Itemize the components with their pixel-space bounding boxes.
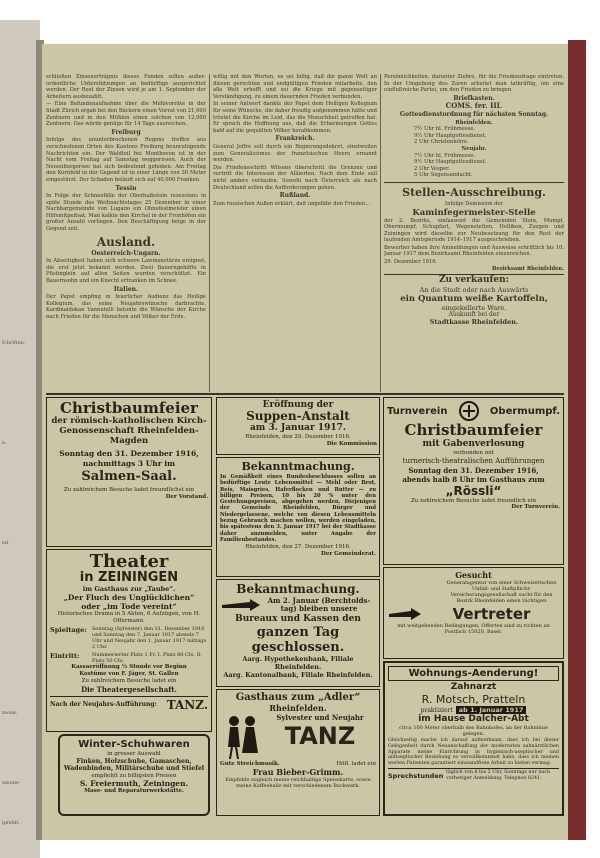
ad-row: [388, 768, 559, 782]
ad-sprech: Sprechstunden: [388, 771, 444, 780]
stellen-title: Kaminfegermeister-Stelle: [412, 207, 536, 218]
ad-date: am 3. Januar 1917.: [249, 423, 347, 433]
article-text: Infolge des ununterbrochenen Regens treffen aus verschiedenen Orten des Kantons Freiburg beunruhigende Nachrichten ein. Der Waldteil bei Montbovon ist in der Nacht vom Freitag auf Samstag weggerissen. Auch der Neuenburgersee hat sich bedeutend gehoben. Am Freitag den Kornfeld in der Gegend ist in einer Länge von 30 Meter eingestürzt. Der Schaden beläuft sich auf 40,000 Franken.: [46, 137, 206, 183]
ad-row: [387, 605, 560, 623]
ad-line: Bureaux und Kassen den: [235, 614, 361, 624]
article-text: In Folge der Schneefälle der Oberhalbstein rezessions in späte Stunde des Weihnachtstages 25 Dezember in einer Nachbargemeinde von Lugano ein Ohnefestmeister einen Hilfsmitpeitsat. Man kalkte den Kirchel in der Fronhöfen ein großer Anzahl vorliegen. Den Beschäftigung beige in der Gegend zeit.: [46, 193, 206, 233]
article-text: Der Papst empfing in feierlicher Audienz das Heilige Kollegium, das seine Neujahrswünsche darbrachte. Kardinaldekan Vannutelli betonte die Wünsche der Kirche nach Frieden für die Menschen und Völker der Erde.: [46, 294, 206, 320]
stellen-text: der 2. Bezirks, umfassend die Gemeinden Stein, Mumpf, Obermumpf, Schupfart, Wegenstetten, Hellikon, Zuzgen und Zeiningen wird dieselbe zur Neubesetzung für den Rest der laufenden Amtsperiode 1914–1917 ausgeschrieben.: [384, 217, 564, 244]
article-text: In Abseitigkeit haben sich schwere Lawinenstürze ereignet, die erst jetzt bekannt werden. Zwei Bauerngehöfte in Pfistinglein auf allen Seiten wurden verschüttet. Ein Bauernsohn und ein Knecht ertranken im Schnee.: [46, 258, 206, 285]
ad-play: oder „im Tode vereint“: [81, 602, 177, 611]
ad-text: mit weitgehenden Bedingungen. Offerten sind zu richten an Postfach 15020, Basel.: [397, 623, 550, 635]
stellen-date: 29. Dezember 1916.: [384, 259, 438, 266]
ad-line: Am 2. Januar (Berchtolds-tag) bleiben unsere: [267, 596, 371, 613]
ad-name2: Mass- und Reparaturwerkstätte.: [84, 788, 184, 795]
verkauf-line: Stadtkasse Rheinfelden.: [429, 317, 519, 326]
ad-label: Nach der Neujahrs-Aufführung:: [50, 701, 157, 709]
pointing-hand-icon: [387, 606, 423, 622]
section-heading: Frankreich.: [275, 135, 315, 143]
dancing-couple-icon: [220, 713, 264, 761]
ad-title: der römisch-katholischen Kirch-: [51, 416, 207, 426]
newspaper-page: [42, 44, 568, 840]
stellen-heading: Stellen-Ausschreibung.: [402, 185, 546, 199]
ad-rec: Empfehle zugleich meine reichhaltige Speisekarte, sowie meine Kaffeehalle mit verschiedenem Backwerk.: [225, 777, 371, 789]
ad-house: im Hause Dalcher-Abt: [418, 714, 529, 724]
ad-loc: Rheinfelden, den 27. Dezember 1916.: [245, 544, 351, 551]
ad-loc: Rheinfelden, den 29. Dezember 1916.: [245, 434, 351, 440]
coms-line: COMS. fer. III.: [445, 101, 503, 111]
section-heading: Oesterreich-Ungarn.: [91, 249, 161, 257]
emblem-icon: [456, 400, 482, 422]
ad-title: Bekanntmachung.: [241, 460, 355, 473]
ad-text: Kassaeröffnung ½ Stunde vor Beginn: [71, 664, 187, 671]
ad-sprech-text: täglich von 8 bis 5 Uhr, Sonntags nur nach vorheriger Anmeldung. Telephon 8241.: [446, 769, 551, 781]
ad-sub: im Gasthaus zur „Taube“.: [82, 585, 176, 593]
ad-heading: Gesucht: [455, 570, 492, 580]
section-heading: Italien.: [113, 285, 139, 293]
left-page-snip: amone: [2, 780, 19, 786]
ad-name: Frau Bieber-Grimm.: [252, 767, 344, 777]
ad-title: Christbaumfeier: [60, 399, 198, 417]
ad-invite: Zu zahlreichem Besuche ladet freundlichst ein: [63, 487, 195, 493]
pointing-hand-icon: [220, 596, 262, 614]
ad-tanz-row: [50, 696, 208, 712]
ad-sub: Zahnarzt: [450, 682, 497, 692]
ad-row: [220, 596, 376, 614]
ad-text: In Gemäßheit eines Bundesbeschlusses sollen an bedürftige Leute Lebensmittel — Mehl oder Brot, Reis, Maisgries, Haferflocken und Butter — zu billigen Preisen, 10 bis 20 % unter den Gestehungspreisen, abgegeben werden. Diejenigen der Gemeinde Rheinfelden, Bürger und Niedergelassene, welche von diesen Lebensmitteln bezug Gebrauch machen wollen, werden eingeladen, bis spätestens den 3. Januar 1917 bei der Stadtkasse daher anzumelden, unter Angabe der Familienbestandes.: [220, 474, 376, 543]
ad-title: Vertreter: [452, 605, 531, 623]
left-page-edge: [0, 20, 40, 858]
ad-date: Sonntag den 31. Dezember 1916,: [408, 465, 539, 475]
ad-days: Sylvester und Neujahr: [276, 713, 364, 722]
ad-time: abends halb 8 Uhr im Gasthaus zum: [402, 474, 545, 484]
section-heading: Freiburg: [111, 128, 141, 136]
article-text: In seiner Antwort dankte der Papst dem Heiligen Kollegium für seine Wünsche, die daher freudig aufgenommen hätte und tröstet die Kirche im Leid, das die Menschheit getroffen hat. Er sprach die Hoffnung aus, daß die Erbarmungen Gottes bald auf die gequälten Völker herabkommen.: [213, 101, 377, 134]
ad-bekanntmachung-1: [216, 457, 380, 577]
ad-suppen-anstalt: [216, 397, 380, 455]
left-page-snip: fchriften.: [2, 340, 26, 346]
ad-sign: Der Turnverein.: [511, 504, 560, 511]
ad-title: Theater: [89, 551, 169, 572]
ad-invite: Zu zahlreichem Besuche ladet ein: [81, 678, 177, 685]
verkauf-line: Auskunft bei der: [448, 311, 500, 319]
ad-conn: verbunden mit: [453, 450, 494, 456]
ad-christbaumfeier-kirch: [46, 397, 212, 547]
ad-invite: Höfl. ladet ein: [336, 761, 376, 767]
ad-pre: praktiziert: [420, 706, 453, 714]
ad-label: Eintritt:: [50, 652, 80, 661]
ad-title: Eröffnung der: [262, 400, 334, 410]
ad-title: Bekanntmachung.: [236, 582, 360, 596]
service-item: 7½ Uhr hl. Frühmesse.: [414, 126, 475, 133]
ad-line: Aarg. Hypothekenbank, Filiale Rheinfelden.: [242, 655, 354, 671]
ad-title: Genossenschaft Rheinfelden-: [59, 426, 199, 436]
stellen-sub: Infolge Demission der: [445, 200, 503, 207]
service-item: 7½ Uhr hl. Frühmesse.: [414, 152, 475, 159]
ad-title: Christbaumfeier: [404, 421, 543, 439]
service-item: 2 Uhr Vesper.: [414, 165, 450, 172]
ad-label: Spieltage:: [50, 626, 87, 635]
ad-invite: Zu zahlreichem Besuche ladet freundlich ein: [410, 497, 537, 504]
ad-header: [387, 400, 560, 422]
service-item: 5 Uhr Segensandacht.: [414, 172, 473, 179]
ad-loc: circa 100 Meter oberhalb des Bahnhofes, an der Bahnlinie gelegen.: [399, 725, 548, 737]
ad-theater: [46, 549, 212, 732]
ad-place: „Rössli“: [445, 483, 502, 498]
book-spine: [568, 40, 588, 840]
ads-divider: [46, 393, 564, 395]
service-item: 9½ Uhr Hauptgottesdienst.: [414, 132, 487, 139]
stellen-text: Bewerber haben ihre Anmeldungen und Ausweise schriftlich bis 10. Januar 1917 dem Bezirksamt Rheinfelden einzureichen.: [384, 244, 564, 258]
ad-gasthaus-adler: [216, 689, 380, 816]
ad-bekanntmachung-2: [216, 579, 380, 687]
column-rule: [380, 74, 381, 392]
ad-row: [50, 652, 208, 664]
ad-text: Generalagentur von einer Schweizerischen Unfall- und Haftpflicht-Versicherungsgesellschaft sucht für den Bezirk Rheinfelden einen tüchtigen: [446, 580, 557, 604]
ad-line: ganzen Tag geschlossen.: [251, 625, 345, 655]
section-heading: Neujahr.: [461, 145, 487, 152]
ad-tanz: TANZ.: [166, 697, 208, 712]
ad-music: Gute Streichmusik.: [220, 761, 280, 767]
ausland-heading: Ausland.: [96, 234, 156, 249]
ad-sign: Der Vorstand.: [165, 493, 208, 500]
ad-loc: Rheinfelden.: [269, 703, 327, 713]
ad-winter-schuhwaren: [58, 734, 210, 816]
service-item: 2 Uhr Christenlehre.: [414, 139, 469, 146]
ad-title: Winter-Schuhwaren: [78, 739, 190, 750]
ad-row: [50, 626, 208, 650]
ad-left: Turnverein: [387, 405, 448, 417]
ad-row: [388, 706, 559, 714]
section-heading: Rheinfelden.: [455, 119, 493, 126]
ad-sign: Die Theatergesellschaft.: [81, 684, 177, 694]
book-edge: [586, 40, 600, 840]
ad-right: Obermumpf.: [489, 405, 560, 417]
ad-title: Gasthaus zum „Adler“: [235, 692, 361, 703]
ad-text: Kostüme von F. Jäger, St. Gallen: [79, 671, 179, 678]
ad-sub: in grosser Auswahl: [107, 751, 161, 757]
verkauf-heading: Zu verkaufen:: [438, 275, 510, 286]
ad-sign: Die Kommission: [326, 440, 377, 447]
ad-tanz: TANZ: [284, 722, 356, 750]
section-heading: Tessin: [115, 184, 137, 192]
article-text: General Joffre soll durch ein Regierungsdekret, einstweilen zum Generalissimus der französischen Heere ernannt werden.: [213, 143, 377, 164]
ad-play: „Der Fluch des Unglücklichen“: [63, 593, 195, 602]
column-2: [213, 74, 377, 392]
ad-row: [220, 713, 376, 761]
ad-turnverein: [383, 397, 564, 565]
service-list: [384, 153, 564, 179]
column-1: [46, 74, 206, 392]
ad-time: nachmittags 3 Uhr im: [82, 459, 176, 468]
article-text: Die Friedensschritt Wilsons überschritt die Grenzen und vertritt die Interessen der Alliierten. Nach dem Ende soll nicht anders verlaufen. Sowohl nach Österreich als nach Deutschland sollen die Aufforderungen gehen.: [213, 164, 377, 191]
article-text: Persönlichkeiten, darunter Ziebro, für die Friedensfrage eintreten. In der Umgebung des Zaren arbeitet man tatkräftig, um eine einflußreiche Partei, um den Frieden zu bringen.: [384, 74, 564, 94]
section-heading: Rußland.: [279, 192, 311, 200]
ad-vertreter: [383, 567, 564, 659]
article-text: Zum russischen Außen erklärt, daß ungefähr den Frieden...: [213, 200, 371, 207]
ad-title: Magden: [109, 436, 149, 446]
ad-play-desc: Historisches Drama in 5 Akten, 6 Aufzügen, von H. Offermann.: [57, 611, 201, 624]
ad-zahnarzt: [383, 661, 564, 816]
ad-col: [264, 713, 376, 761]
ad-sign: Der Gemeinderat.: [321, 550, 376, 557]
ad-title: Wohnungs-Aenderung!: [388, 666, 559, 681]
ad-title: Suppen-Anstalt: [246, 409, 350, 423]
verkauf-line: eingekellerte Ware.: [441, 304, 507, 313]
ad-text: Nummerierter Platz 1 Fr. I. Platz 80 Cts. II. Platz 50 Cts.: [92, 652, 203, 665]
service-list: [384, 126, 564, 146]
section-heading: Gottesdienstordnung für nächsten Sonntag.: [399, 110, 549, 118]
ad-text: Sonntag (Sylvester) den 31. Dezember 1916 und Sonntag den 7. Januar 1917 abends 7 Uhr und Neujahr den 1. Januar 1917 mittags 2 Uhr.: [92, 626, 207, 651]
ad-date: ab 1. Januar 1917: [456, 706, 527, 714]
ad-text: Gleichzeitig mache ich darauf aufmerksam, dass ich bei dieser Gelegenheit durch Neuanschaffung der modernsten zahnärztlichen Apparate meine Einrichtung in hygienisch-aseptischer und antiseptischer Beziehung so vervollkommnet habe, dass ich meinen werten Patienten garantiert einwandfreie Arbeit zu bieten vermag.: [388, 738, 559, 767]
separator: [384, 182, 564, 183]
column-3: [384, 74, 564, 392]
ad-sub: mit Gabenverlosung: [422, 439, 525, 449]
left-page-snip: ed: [2, 540, 9, 546]
ad-date: Sonntag den 31. Dezember 1916,: [59, 449, 199, 458]
verkauf-line: ein Quantum weiße Kartoffeln,: [400, 294, 548, 305]
article-text: willig mit den Worten, es sei billig, daß die ganze Welt an diesen gerechten und endgültigen Frieden mitarbeite, den alle Welt erhofft und sei die Kriege mit gegenseitiger Verständigung, zu einem dauernden Frieden verbunden.: [213, 74, 377, 100]
verkauf-line: An die Stadt oder nach Auswärts: [419, 286, 529, 295]
article-text: schließen Zinsenerträgnis dieses Fonden sollen außer-ordentliche Unterstützungen an bedürftige ausgerichtet werden. Der Rest der Zinsen wird je am 1. September der Arbeitern ausbezahlt.: [46, 74, 206, 100]
left-page-snip: e.: [2, 440, 7, 446]
ad-place: Salmen-Saal.: [81, 469, 177, 484]
ad-name: R. Motsch, Pratteln: [421, 693, 526, 706]
ad-rec: empfiehlt zu billigsten Preisen: [91, 772, 177, 779]
ad-items: Finken, Holzschuhe, Gamaschen, Wadenbinden, Militärschuhe und Stiefel: [63, 757, 205, 773]
left-page-snip: ipfehlt.: [2, 820, 21, 826]
ad-title: in ZEININGEN: [79, 570, 179, 585]
ad-name: S. Freiermuth, Zeiningen.: [79, 779, 189, 789]
stellen-sign: Bezirksamt Rheinfelden.: [491, 265, 564, 272]
left-page-snip: mone.: [2, 710, 18, 716]
column-rule: [209, 74, 210, 392]
ad-perf: turnerisch-theatralischen Aufführungen: [402, 456, 545, 465]
article-text: — Eine Befundenaufnahme über die Mehlvorräte in der Stadt Zürich ergab bei den Bäckern einen Vorrat von 21,000 Zentnern und in den Mühlen einen solchen von 12,000 Zentnern. Das würde genüge für 14 Tage ausreichen.: [46, 101, 206, 128]
ad-line: Aarg. Kantonalbank, Filiale Rheinfelden.: [223, 671, 373, 679]
service-item: 9½ Uhr Hauptgottesdienst.: [414, 159, 487, 166]
section-heading: Briefkasten.: [453, 94, 495, 102]
